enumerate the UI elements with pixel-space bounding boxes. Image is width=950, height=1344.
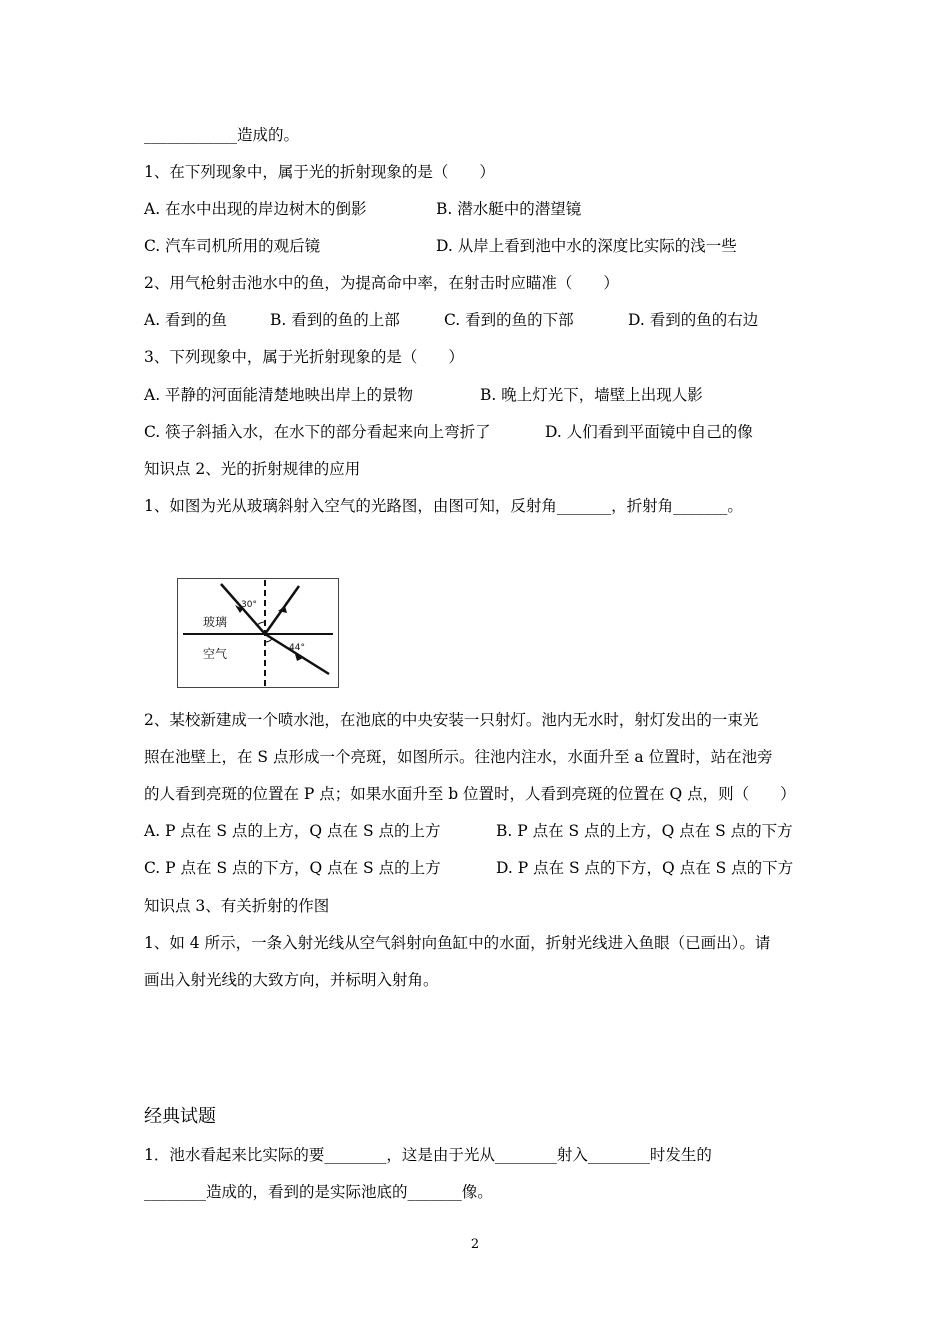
- kp2-q1: 1、如图为光从玻璃斜射入空气的光路图，由图可知，反射角_______，折射角_______。: [144, 497, 743, 515]
- kp2-q2-line-3: 的人看到亮斑的位置在 P 点；如果水面升至 b 位置时，人看到亮斑的位置在 Q 点，则（ ）: [144, 785, 796, 803]
- q2-option-a: A. 看到的鱼: [144, 311, 228, 329]
- q1-option-a: A. 在水中出现的岸边树木的倒影: [144, 200, 367, 218]
- pool-option-a: A. P 点在 S 点的上方，Q 点在 S 点的上方: [144, 822, 441, 840]
- kp2-q2-line-2: 照在池壁上，在 S 点形成一个亮斑，如图所示。往池内注水，水面升至 a 位置时，站在池旁: [144, 748, 773, 766]
- glass-label: 玻璃: [203, 615, 228, 629]
- q1-option-b: B. 潜水艇中的潜望镜: [436, 200, 582, 218]
- refraction-diagram: [177, 578, 339, 688]
- knowledge-point-2: 知识点 2、光的折射规律的应用: [144, 460, 361, 478]
- pool-option-d: D. P 点在 S 点的下方，Q 点在 S 点的下方: [496, 859, 794, 877]
- angle-44-label: 44°: [289, 643, 305, 653]
- q2-option-c: C. 看到的鱼的下部: [444, 311, 574, 329]
- q3-option-a: A. 平静的河面能清楚地映出岸上的景物: [144, 386, 414, 404]
- angle-30-label: 30°: [241, 600, 257, 610]
- kp2-q2-line-1: 2、某校新建成一个喷水池，在池底的中央安装一只射灯。池内无水时，射灯发出的一束光: [144, 711, 759, 729]
- q3-option-d: D. 人们看到平面镜中自己的像: [545, 423, 753, 441]
- q1-option-c: C. 汽车司机所用的观后镜: [144, 237, 321, 255]
- q3-option-c: C. 筷子斜插入水，在水下的部分看起来向上弯折了: [144, 423, 491, 441]
- air-label: 空气: [203, 647, 228, 661]
- q1-option-d: D. 从岸上看到池中水的深度比实际的浅一些: [436, 237, 737, 255]
- q1-stem: 1、在下列现象中，属于光的折射现象的是（ ）: [144, 163, 495, 181]
- pool-option-c: C. P 点在 S 点的下方，Q 点在 S 点的上方: [144, 859, 441, 877]
- pool-option-b: B. P 点在 S 点的上方，Q 点在 S 点的下方: [496, 822, 793, 840]
- page-number: 2: [470, 1237, 480, 1252]
- kp3-q1-line-1: 1、如 4 所示，一条入射光线从空气斜射向鱼缸中的水面，折射光线进入鱼眼（已画出）。请: [144, 934, 771, 952]
- q2-option-d: D. 看到的鱼的右边: [628, 311, 759, 329]
- classic-q1-line-1: 1．池水看起来比实际的要________，这是由于光从________射入________时发生的: [144, 1146, 712, 1164]
- continued-line: ____________造成的。: [144, 126, 300, 144]
- classic-q1-line-2: ________造成的，看到的是实际池底的_______像。: [144, 1183, 493, 1201]
- q3-option-b: B. 晚上灯光下，墙壁上出现人影: [480, 386, 703, 404]
- q2-stem: 2、用气枪射击池水中的鱼，为提高命中率，在射击时应瞄准（ ）: [144, 274, 619, 292]
- q3-stem: 3、下列现象中，属于光折射现象的是（ ）: [144, 348, 464, 366]
- q2-option-b: B. 看到的鱼的上部: [270, 311, 400, 329]
- knowledge-point-3: 知识点 3、有关折射的作图: [144, 897, 330, 915]
- section-title: 经典试题: [144, 1106, 216, 1127]
- kp3-q1-line-2: 画出入射光线的大致方向，并标明入射角。: [144, 971, 439, 989]
